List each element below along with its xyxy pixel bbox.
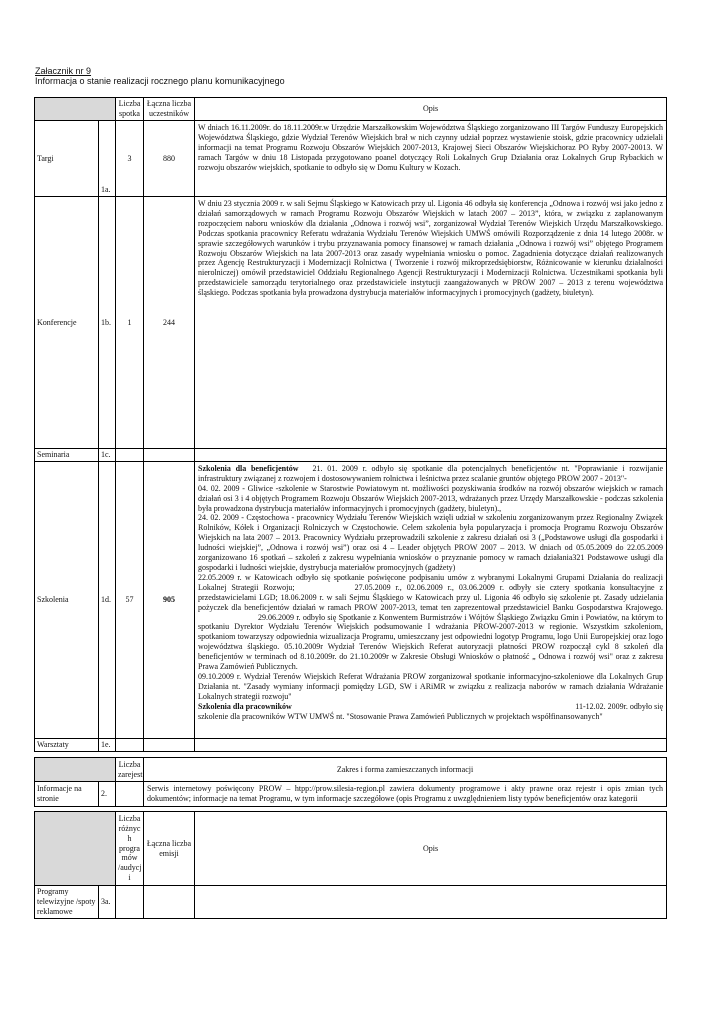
table-row <box>35 449 667 462</box>
document-subtitle: Informacja o stanie realizacji rocznego planu komunikacyjnego <box>35 76 285 86</box>
row-code: 1b. <box>99 197 116 449</box>
table-row <box>35 738 667 751</box>
header-corner-cell <box>35 98 116 121</box>
row-description: W dniach 16.11.2009r. do 18.11.2009r.w Urzędzie Marszałkowskim Województwa Śląskiego zorganizowano III Targów Funduszy Europejskich Województwa Śląskiego, gdzie Wydział Terenów Wiejskich brał w nich czynny udział poprzez wystawienie stoisk, gdzie pracownicy udzielali informacji na temat Programu Rozwoju Obszarów Wiejskich 2007-2013, Krajowej Sieci Obszarów Wiejskichoraz PO Ryby 2007-20013. W ramach Targów w dniu 18 Listopada przygotowano poanel dotyczący Roli Lokalnych Grup Działania oraz Lokalnych Grup Rybackich w rozwoju obszarów wiejskich, spotkanie to odbyło się w Domu Kultury w Kozach. <box>195 121 667 197</box>
paragraph: 04. 02. 2009 - Gliwice -szkolenie w Starostwie Powiatowym nt. możliwości pozyskiwania środków na rozwój obszarów wiejskich w ramach działań osi 3 i 4 objętych Programem Rozwoju Obszarów Wiejskich 2007-2013, wdrażanych przez Urzędy Marszałkowskie - podczas szkolenia była prowadzona dystrybucja materiałów informacyjnych i promocyjnych (gadżety, biuletyn)., <box>198 483 663 513</box>
row-code: 3a. <box>99 886 116 919</box>
meeting-count: 57 <box>116 461 144 738</box>
website-table <box>34 757 667 807</box>
tv-programs-table <box>34 811 667 919</box>
paragraph: 27.05.2009 r., 02.06.2009 r., 03.06.2009 r. odbyły sie cztery spotkania konsultacyjne z przedstawicielami LGD; 18.06.2009 r. w sali Sejmu Śląskiego w Katowicach przy ul. Ligonia 46 odbyło się szkolenie pt. Zasady udzielania pożyczek dla beneficjentów działań w ramach PROW 2007-2013, temat ten zaprezentował przedstawiciel Banku Gospodarstwa Krajowego. <box>198 582 663 612</box>
participant-count: 880 <box>144 121 195 197</box>
row-code: 1d. <box>99 461 116 738</box>
participant-count: 905 <box>144 461 195 738</box>
table-header-row <box>35 812 667 886</box>
events-table <box>34 97 667 752</box>
row-description <box>195 461 667 738</box>
header-opis: Opis <box>195 812 667 886</box>
table-header-row <box>35 98 667 121</box>
header-liczba-spotkan: Liczba spotka <box>116 98 144 121</box>
row-label-programy: Programy telewizyjne /spoty reklamowe <box>35 886 99 919</box>
header-liczba-roznych: Liczba różnyc h progra mów /audycj i <box>116 812 144 886</box>
meeting-count: 3 <box>116 121 144 197</box>
row-code: 2. <box>99 782 116 807</box>
row-label-informacje: Informacje na stronie <box>35 782 99 807</box>
row-label-warsztaty: Warsztaty <box>35 738 99 751</box>
heading-pracownicy: Szkolenia dla pracowników <box>198 701 292 711</box>
paragraph: 24. 02. 2009 - Częstochowa - pracownicy Wydziału Terenów Wiejskich wzięli udział w szkoleniu zorganizowanym przez Regionalny Związek Rolników, Kółek i Organizacji Rolniczych w Częstochowie. Celem szkolenia była popularyzacja i promocja Programu Rozwoju Obszarów Wiejskich na lata 2007 – 2013. Pracownicy Wydziału przeprowadzili szkolenie z zakresu działań osi 3 („Podstawowe usługi dla gospodarki i ludności wiejskiej”, „Odnowa i rozwój wsi”) oraz osi 4 – Leader objętych PROW 2007 – 2013. W dniach od 05.05.2009 do 22.05.2009 zorganizowano 16 spotkań – szkoleń z zakresu wypełniania wniosków o przyznanie pomocy w ramach działania321 Podstawowe usługi dla gospodarki i ludności wiejskie, dystrybucja materiałów promocyjnych (gadżety) <box>198 513 663 572</box>
header-laczna-liczba-uczestnikow: Łączna liczba uczestników <box>144 98 195 121</box>
row-code: 1c. <box>99 449 116 462</box>
heading-beneficjenci: Szkolenia dla beneficjentów <box>198 463 299 473</box>
header-laczna-liczba-emisji: Łączna liczba emisji <box>144 812 195 886</box>
paragraph: 21. 01. 2009 r. odbyło się spotkanie dla potencjalnych beneficjentów nt. "Poprawianie i rozwijanie infrastruktury związanej z rozwojem i dostosowywaniem rolnictwa i leśnictwa przez scalanie gruntów objętego PROW 2007 - 2013"- <box>198 463 663 483</box>
row-label-konferencje: Konferencje <box>35 197 99 449</box>
header-opis: Opis <box>195 98 667 121</box>
table-row <box>35 886 667 919</box>
row-description: W dniu 23 stycznia 2009 r. w sali Sejmu Śląskiego w Katowicach przy ul. Ligonia 46 odbyła się konferencja „Odnowa i rozwój wsi jako jedno z działań samorządowych w ramach Programu Rozwoju Obszarów Wiejskich w latach 2007 – 2013”, która, w związku z zaplanowanym rozpoczęciem naboru wniosków dla działania „Odnowa i rozwój wsi”, zorganizował Wydział Terenów Wiejskich Urzędu Marszałkowskiego. Podczas spotkania pracownicy Referatu wdrażania Wydziału Terenów Wiejskich UMWŚ omówili Rozporządzenie z dnia 14 lutego 2008r. w sprawie szczegółowych warunków i trybu przyznawania pomocy finansowej w ramach działania „Odnowa i rozwój wsi” objętego Programem Rozwoju Obszarów Wiejskich na lata 2007-2013 oraz zasady wypełniania wniosku o pomoc. Zagadnienia dotyczące działań realizowanych przez Agencję Restrukturyzacji i Modernizacji Rolnictwa ( Tworzenie i rozwój mikroprzedsiębiorstw, Różnicowanie w kierunku działalności nierolniczej) omówił przedstawiciel Oddziału Regionalnego Agencji Restrukturyzacji i Modernizacji Rolnictwa. Uczestnikami spotkania byli przedstawiciele samorządu terytorialnego oraz przedstawiciele instytucji zaangażowanych w PROW 2007 – 2013 z terenu województwa śląskiego. Podczas spotkania była prowadzona dystrybucja materiałów informacyjnych i promocyjnych (gadżety, biuletyn). <box>195 197 667 449</box>
row-label-seminaria: Seminaria <box>35 449 99 462</box>
table-row <box>35 461 667 738</box>
row-code: 1a. <box>99 121 116 197</box>
participant-count: 244 <box>144 197 195 449</box>
row-code: 1e. <box>99 738 116 751</box>
row-label-targi: Targi <box>35 121 99 197</box>
paragraph: 29.06.2009 r. odbyło się Spotkanie z Konwentem Burmistrzów i Wójtów Śląskiego Związku Gmin i Powiatów, na którym to spotkaniu Dyrektor Wydziału Terenów Wiejskich podsumowanie I wdrażania PROW-2007-2013 w regionie. Wszystkim szkoleniom, spotkaniom towarzyszy odpowiednia wizualizacja Programu, umieszczany jest odpowiedni logotyp Programu, logo Unii Europejskiej oraz logo województwa śląskiego. 05.10.2009r Wydział Terenów Wiejskich Referat autoryzacji płatności PROW rozpoczął cykl 8 szkoleń dla beneficjentów w terminach od 8.10.2009r. do 21.10.2009r w Zakresie Obsługi Wniosków o płatność „ Odnowa i rozwój wsi" oraz z zakresu Prawa Zamówień Publicznych. <box>198 612 663 672</box>
header-corner-cell <box>35 758 116 782</box>
paragraph: 22.05.2009 r. w Katowicach odbyło się spotkanie poświęcone podpisaniu umów z wybranymi Lokalnymi Grupami Działania do realizacji Lokalnej Strategii Rozwoju; <box>198 572 663 592</box>
header-corner-cell <box>35 812 116 886</box>
table-row <box>35 121 667 197</box>
paragraph-date: 11-12.02. 2009r. odbyło się <box>575 701 663 711</box>
meeting-count: 1 <box>116 197 144 449</box>
row-label-szkolenia: Szkolenia <box>35 461 99 738</box>
table-row <box>35 197 667 449</box>
attachment-title: Załacznik nr 9 <box>35 66 92 76</box>
table-row <box>35 782 667 807</box>
paragraph: 09.10.2009 r. Wydział Terenów Wiejskich Referat Wdrażania PROW zorganizował spotkanie informacyjno-szkoleniowe dla Lokalnych Grup Działania nt. "Zasady wymiany informacji pomiędzy LGD, SW i ARiMR w związku z realizacja naborów w ramach działania Wdrażanie Lokalnych strategii rozwoju" <box>198 671 663 701</box>
paragraph: szkolenie dla pracowników WTW UMWŚ nt. "Stosowanie Prawa Zamówień Publicznych w projektach współfinansowanych" <box>198 711 603 721</box>
table-header-row <box>35 758 667 782</box>
row-description: Serwis internetowy poświęcony PROW – htpp://prow.silesia-region.pl zawiera dokumenty programowe i akty prawne oraz rejestr i opis zmian tych dokumentów; informacje na temat Programu, w tym informacje szczegółowe (opis Programu z uwzględnieniem listy typów beneficjentów oraz kategorii <box>144 782 667 807</box>
header-liczba-zarejest: Liczba zarejest <box>116 758 144 782</box>
header-zakres: Zakres i forma zamieszczanych informacji <box>144 758 667 782</box>
